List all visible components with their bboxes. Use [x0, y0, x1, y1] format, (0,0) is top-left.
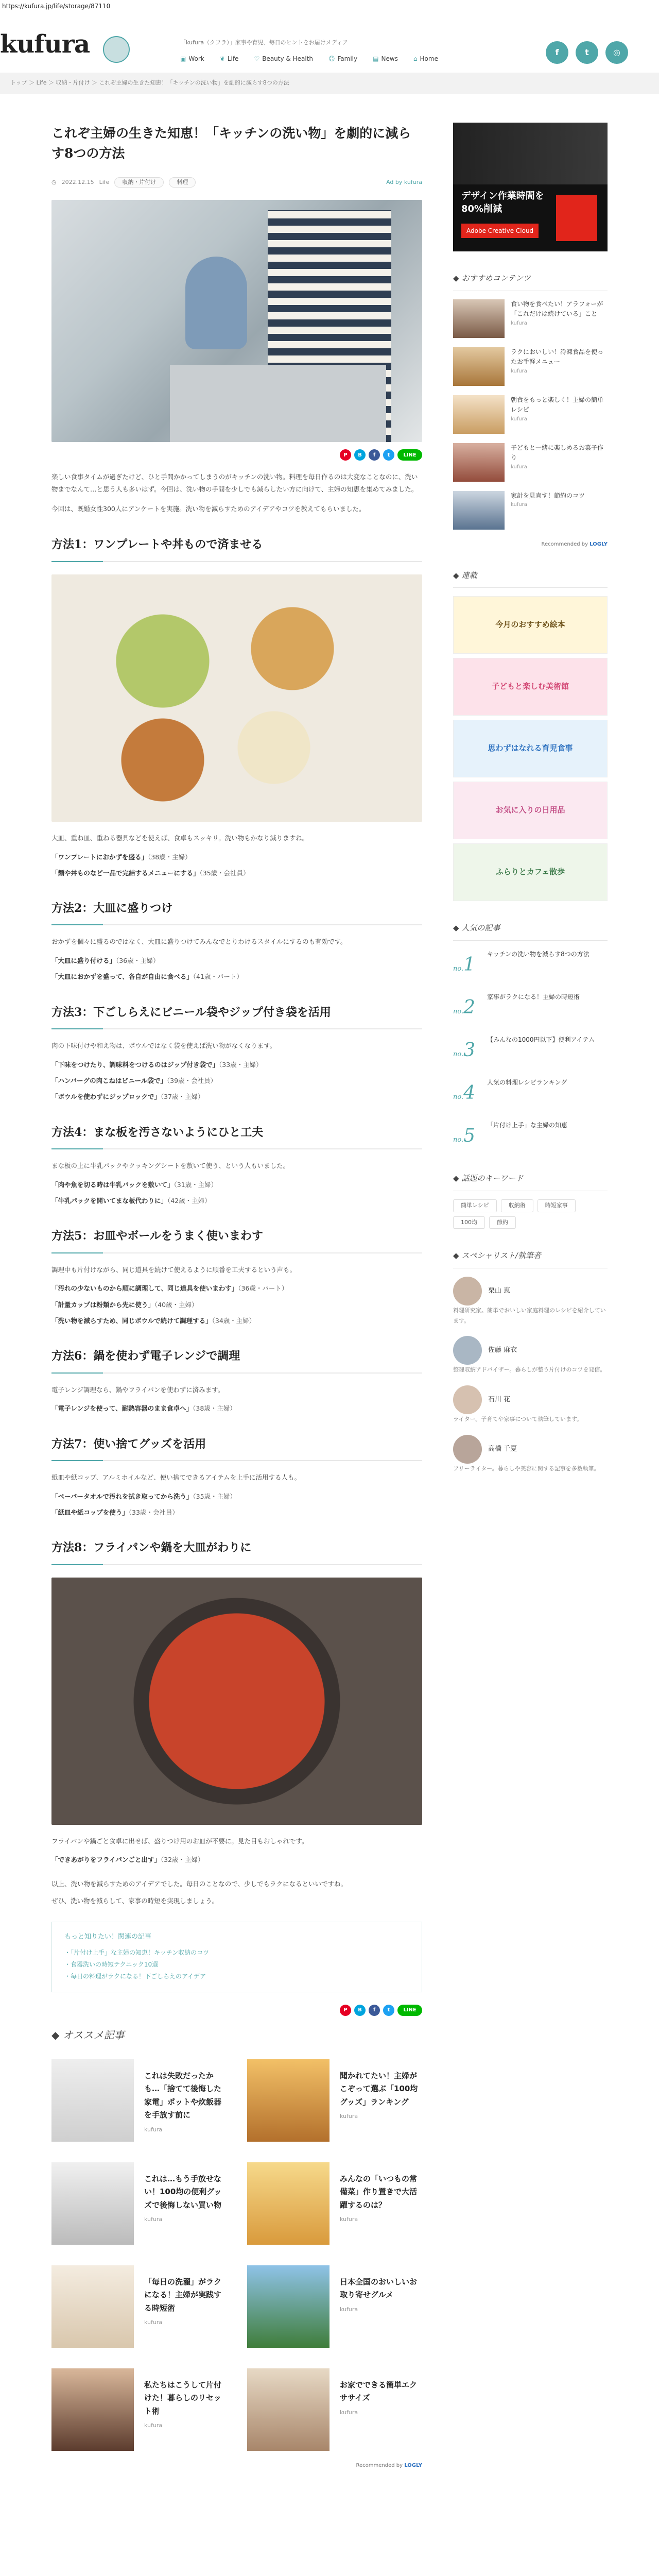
- sidebar-recommend-item[interactable]: 食い物を食べたい！アラフォーが「これだけは続けている」こと kufura: [453, 299, 608, 338]
- quote: 「下味をつけたり、調味料をつけるのはジップ付き袋で」（33歳・主婦）: [51, 1060, 263, 1069]
- recommend-powered: Recommended by LOGLY: [356, 2462, 422, 2468]
- article-category[interactable]: Life: [99, 178, 110, 185]
- section-heading-3: 方法3：下ごしらえにビニール袋やジップ付き袋を活用: [51, 1003, 422, 1029]
- article-meta: [51, 177, 422, 188]
- logo-badge-icon: [103, 36, 130, 63]
- specialist-list: [453, 1277, 608, 1474]
- related-link[interactable]: ・ 毎日の料理がラクになる！下ごしらえのアイデア: [64, 1971, 409, 1982]
- keyword-list: [453, 1199, 608, 1229]
- family-icon: ☺: [328, 55, 335, 62]
- ranking-item[interactable]: no.5 「片付け上手」な主婦の知恵: [453, 1122, 568, 1147]
- facebook-icon[interactable]: f: [546, 41, 568, 64]
- article-title: これぞ主婦の生きた知恵！「キッチンの洗い物」を劇的に減らす8つの方法: [51, 126, 411, 161]
- related-link[interactable]: ・ 「片付け上手」な主婦の知恵！キッチン収納のコツ: [64, 1947, 409, 1959]
- section-text-1: 大皿、重ね皿、重ねる器具などを使えば、食卓もスッキリ。洗い物もかなり減りますね。: [51, 834, 309, 842]
- nav-news[interactable]: ▤ News: [373, 55, 398, 62]
- sidebar-recommend-item[interactable]: 朝食をもっと楽しく！主婦の簡単レシピ kufura: [453, 395, 608, 434]
- breadcrumb[interactable]: トップ ＞ Life ＞ 収納・片付け ＞ これぞ主婦の生きた知恵！「キッチンの洗い物」を劇的に減らす8つの方法: [0, 73, 659, 94]
- intro-text: 楽しい食事タイムが過ぎたけど、ひと手間かかってしまうのがキッチンの洗い物。料理を毎日作るのは大変なことなのに、洗い物までなんて…と思う人も多いはず。今回は、洗い物の手間を少しでも減らしたい方に向けて、主婦の知恵を集めてみました。: [51, 473, 418, 493]
- keyword-tag[interactable]: 節約: [489, 1216, 516, 1229]
- quote: 「肉や魚を切る時は牛乳パックを敷いて」（31歳・主婦）: [51, 1180, 218, 1189]
- section-image-1: [51, 574, 422, 822]
- keyword-tag[interactable]: 100均: [453, 1216, 485, 1229]
- url-text: https://kufura.jp/life/storage/87110: [2, 3, 111, 10]
- specialist-title: ◆ スペシャリスト/執筆者: [453, 1249, 608, 1268]
- sidebar: [453, 94, 608, 1474]
- tagline: 「kufura（クフラ）」家事や育児、毎日のヒントをお届けメディア: [180, 39, 348, 46]
- section-heading-1: 方法1：ワンプレートや丼もので済ませる: [51, 535, 422, 562]
- sidebar-recommend-item[interactable]: 家計を見直す！節約のコツ kufura: [453, 491, 608, 530]
- line-share-icon[interactable]: LINE: [397, 449, 422, 461]
- closing-text-2: ぜひ、洗い物を減らして、家事の時短を実現しましょう。: [51, 1897, 219, 1905]
- ranking-title: ◆ 人気の記事: [453, 922, 608, 941]
- recommend-thumb: [51, 2059, 134, 2142]
- quote: 「紙皿や紙コップを使う」（33歳・会社員）: [51, 1508, 179, 1516]
- leaf-icon: ❦: [219, 55, 225, 62]
- section-heading-6: 方法6：鍋を使わず電子レンジで調理: [51, 1347, 422, 1373]
- series-banner[interactable]: 今月のおすすめ絵本: [453, 596, 608, 654]
- avatar: [453, 1435, 482, 1464]
- briefcase-icon: ▣: [180, 55, 186, 62]
- quote: 「ハンバーグの肉こねはビニール袋で」（39歳・会社員）: [51, 1077, 217, 1085]
- related-articles-box: [51, 1922, 422, 1992]
- site-logo[interactable]: kufura: [0, 30, 90, 59]
- ranking-item[interactable]: no.3 【みんなの1000円以下】便利アイテム: [453, 1036, 595, 1061]
- series-banner[interactable]: 子どもと楽しむ美術館: [453, 658, 608, 716]
- sidebar-ad[interactable]: デザイン作業時間を80%削減 Adobe Creative Cloud: [453, 123, 608, 251]
- quote: 「電子レンジを使って、耐熱容器のまま食卓へ」（38歳・主婦）: [51, 1404, 236, 1413]
- section-heading-8: 方法8：フライパンや鍋を大皿がわりに: [51, 1538, 422, 1565]
- section-heading-2: 方法2：大皿に盛りつけ: [51, 899, 422, 925]
- specialist-item[interactable]: 栗山 恵 料理研究家。簡単でおいしい家庭料理のレシピを紹介しています。: [453, 1277, 608, 1326]
- quote: 「牛乳パックを開いてまな板代わりに」（42歳・主婦）: [51, 1197, 211, 1205]
- recommend-title: ◆ オススメ記事: [51, 2028, 125, 2041]
- section-text-6: 電子レンジ調理なら、鍋やフライパンを使わずに済みます。: [51, 1385, 224, 1394]
- recommend-item[interactable]: お家でできる簡単エクササイズ kufura: [247, 2368, 422, 2451]
- keyword-tag[interactable]: 収納術: [501, 1199, 533, 1212]
- pinterest-icon[interactable]: P: [340, 2005, 351, 2016]
- series-banner[interactable]: お気に入りの日用品: [453, 782, 608, 839]
- instagram-icon[interactable]: ◎: [605, 41, 628, 64]
- intro-text-2: 今回は、既婚女性300人にアンケートを実施。洗い物を減らすためのアイデアやコツを教えてもらいました。: [51, 504, 366, 513]
- quote: 「できあがりをフライパンごと出す」（32歳・主婦）: [51, 1856, 204, 1864]
- share-bar-bottom: [51, 2005, 422, 2016]
- recommend-thumb: [247, 2368, 330, 2451]
- section-text-7: 紙皿や紙コップ、アルミホイルなど、使い捨てできるアイテムを上手に活用する人も。: [51, 1473, 301, 1481]
- line-share-icon[interactable]: LINE: [397, 2005, 422, 2016]
- news-icon: ▤: [373, 55, 379, 62]
- quote: 「ボウルを使わずにジップロックで」（37歳・主婦）: [51, 1093, 204, 1101]
- main-nav: [180, 54, 438, 64]
- section-text-2: おかずを個々に盛るのではなく、大皿に盛りつけてみんなでとりわけるスタイルにするのも有効です。: [51, 938, 347, 946]
- section-heading-4: 方法4：まな板を汚さないようにひと工夫: [51, 1123, 422, 1149]
- facebook-share-icon[interactable]: f: [369, 2005, 380, 2016]
- ranking-item[interactable]: no.2 家事がラクになる！主婦の時短術: [453, 993, 580, 1018]
- recommend-item[interactable]: 聞かれてたい！主婦がこぞって選ぶ「100均グッズ」ランキング kufura: [247, 2059, 422, 2142]
- section-text-8: フライパンや鍋ごと食卓に出せば、盛りつけ用のお皿が不要に。見た目もおしゃれです。: [51, 1837, 308, 1845]
- section-heading-7: 方法7：使い捨てグッズを活用: [51, 1435, 422, 1461]
- nav-life[interactable]: ❦ Life: [219, 55, 239, 62]
- adobe-logo-icon: [556, 195, 597, 241]
- section-text-4: まな板の上に牛乳パックやクッキングシートを敷いて使う、という人もいました。: [51, 1162, 290, 1170]
- article-date: 2022.12.15: [61, 178, 94, 185]
- pinterest-icon[interactable]: P: [340, 449, 351, 461]
- sidebar-powered: Recommended by LOGLY: [541, 541, 608, 547]
- specialist-item[interactable]: 石川 花 ライター。子育てや家事について執筆しています。: [453, 1385, 608, 1425]
- related-link[interactable]: ・ 食器洗いの時短テクニック10選: [64, 1959, 409, 1971]
- home-icon: ⌂: [413, 55, 418, 62]
- nav-beauty[interactable]: ♡ Beauty & Health: [254, 55, 313, 62]
- clock-icon: ◷: [51, 178, 57, 185]
- recommend-thumb: [247, 2059, 330, 2142]
- recommend-thumb: [51, 2265, 134, 2348]
- series-banner[interactable]: 思わずはなれる育児食事: [453, 720, 608, 777]
- quote: 「汚れの少ないものから順に調理して、同じ道具を使いまわす」（36歳・パート）: [51, 1284, 288, 1293]
- recommend-item[interactable]: みんなの「いつもの常備菜」作り置きで大活躍するのは？ kufura: [247, 2162, 422, 2245]
- quote: 「ワンプレートにおかずを盛る」（38歳・主婦）: [51, 853, 192, 861]
- section-heading-5: 方法5：お皿やボールをうまく使いまわす: [51, 1227, 422, 1253]
- keyword-tag[interactable]: 簡単レシピ: [453, 1199, 497, 1212]
- nav-work[interactable]: ▣ Work: [180, 55, 204, 62]
- recommend-thumb: [247, 2162, 330, 2245]
- section-text-5: 調理中も片付けながら、同じ道具を続けて使えるように順番を工夫するという声も。: [51, 1265, 297, 1274]
- heart-icon: ♡: [254, 55, 260, 62]
- facebook-share-icon[interactable]: f: [369, 449, 380, 461]
- hatena-icon[interactable]: B: [354, 449, 366, 461]
- specialist-item[interactable]: 高橋 千夏 フリーライター。暮らしや美容に関する記事を多数執筆。: [453, 1435, 608, 1474]
- quote: 「計量カップは粉類から先に使う」（40歳・主婦）: [51, 1300, 198, 1309]
- series-title: ◆ 連載: [453, 569, 608, 588]
- share-bar-top: [51, 449, 422, 461]
- keyword-title: ◆ 話題のキーワード: [453, 1172, 608, 1191]
- nav-family[interactable]: ☺ Family: [328, 55, 358, 62]
- header-social: [546, 41, 628, 64]
- hatena-icon[interactable]: B: [354, 2005, 366, 2016]
- twitter-icon[interactable]: t: [576, 41, 598, 64]
- recommend-thumb: [247, 2265, 330, 2348]
- recommend-item[interactable]: 私たちはこうして片付けた！暮らしのリセット術 kufura: [51, 2368, 227, 2451]
- sidebar-recommend-item[interactable]: 子どもと一緒に楽しめるお菓子作り kufura: [453, 443, 608, 482]
- closing-text: 以上、洗い物を減らすためのアイデアでした。毎日のことなので、少しでもラクになるといいですね。: [51, 1879, 348, 1888]
- recommend-item[interactable]: 「毎日の洗濯」がラクになる！主婦が実践する時短術 kufura: [51, 2265, 227, 2348]
- quote: 「大皿におかずを盛って、各自が自由に食べる」（41歳・パート）: [51, 973, 243, 981]
- specialist-item[interactable]: 佐藤 麻衣 整理収納アドバイザー。暮らしが整う片付けのコツを発信。: [453, 1336, 608, 1375]
- recommend-thumb: [51, 2162, 134, 2245]
- pr-label: Ad by kufura: [386, 178, 422, 185]
- recommend-item[interactable]: これは失敗だったかも…「捨てて後悔した家電」ポットや炊飯器を手放す前に kufura: [51, 2059, 227, 2142]
- series-banner[interactable]: ふらりとカフェ散歩: [453, 843, 608, 901]
- sidebar-recommend-title: ◆ おすすめコンテンツ: [453, 272, 608, 291]
- sidebar-recommend-item[interactable]: ラクにおいしい！冷凍食品を使ったお手軽メニュー kufura: [453, 347, 608, 386]
- tag-cooking[interactable]: 料理: [169, 177, 196, 188]
- ranking-list: [453, 949, 608, 1152]
- series-banners: [453, 596, 608, 901]
- avatar: [453, 1385, 482, 1414]
- avatar: [453, 1277, 482, 1306]
- recommend-thumb: [51, 2368, 134, 2451]
- recommend-grid: [51, 2059, 422, 2451]
- site-header: [0, 11, 659, 73]
- related-header: もっと知りたい！関連の記事: [64, 1933, 152, 1941]
- nav-home[interactable]: ⌂ Home: [413, 55, 438, 62]
- twitter-share-icon[interactable]: t: [383, 2005, 394, 2016]
- article-main: [51, 94, 422, 2470]
- recommend-item[interactable]: 日本全国のおいしいお取り寄せグルメ kufura: [247, 2265, 422, 2348]
- sidebar-recommend-list: [453, 299, 608, 530]
- section-image-8: [51, 1578, 422, 1825]
- ranking-item[interactable]: no.4 人気の料理レシピランキング: [453, 1079, 567, 1104]
- tag-storage[interactable]: 収納・片付け: [114, 177, 164, 188]
- ranking-item[interactable]: no.1 キッチンの洗い物を減らす8つの方法: [453, 950, 589, 975]
- twitter-share-icon[interactable]: t: [383, 449, 394, 461]
- quote: 「麺や丼ものなど一品で完結するメニューにする」（35歳・会社員）: [51, 869, 250, 877]
- quote: 「洗い物を減らすため、同じボウルで続けて調理する」（34歳・主婦）: [51, 1316, 256, 1325]
- quote: 「ペーパータオルで汚れを拭き取ってから洗う」（35歳・主婦）: [51, 1492, 237, 1500]
- recommend-item[interactable]: これは…もう手放せない！100均の便利グッズで後悔しない買い物 kufura: [51, 2162, 227, 2245]
- keyword-tag[interactable]: 時短家事: [537, 1199, 576, 1212]
- avatar: [453, 1336, 482, 1365]
- hero-image: [51, 200, 422, 442]
- quote: 「大皿に盛り付ける」（36歳・主婦）: [51, 957, 160, 965]
- section-text-3: 肉の下味付けや和え物は、ボウルではなく袋を使えば洗い物がなくなります。: [51, 1042, 276, 1050]
